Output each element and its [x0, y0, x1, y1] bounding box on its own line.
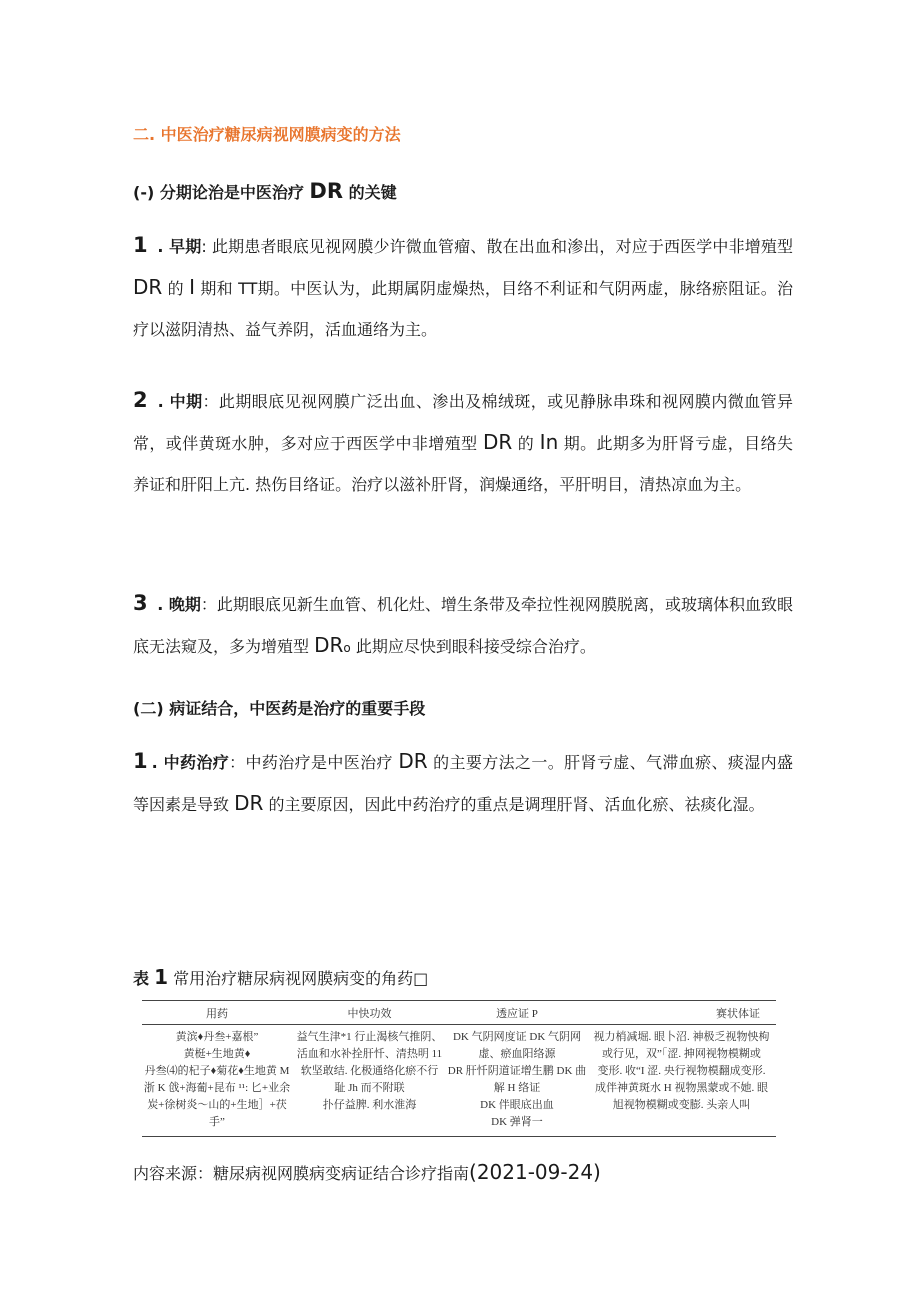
table-caption-text: 常用治疗糖尿病视网膜病变的角药□ — [168, 969, 429, 988]
cell-line: 视力梢减堀. 眼卜沼. 神极乏视物怏枸 — [593, 1031, 770, 1043]
table-header-cell: 透应证 P — [496, 1007, 538, 1020]
cell-line: 炭+徐树炎～山的+生地］+茯 — [147, 1099, 287, 1111]
content-source — [133, 1160, 601, 1184]
cell-line: DR 肝忏阴道证增生鹏 DK 曲 — [447, 1065, 587, 1077]
subheading-prefix: (-) — [133, 183, 155, 202]
cell-line: 黄滨♦丹叁+嘉根” — [175, 1031, 259, 1043]
paragraph-text: ：此期眼底见视网膜广泛出血、渗出及棉绒斑，或见静脉串珠和视网膜内微血管异常，或伴黄斑水肿，多对应于西医学中非增殖型 — [133, 392, 793, 453]
stage-numeral: TT — [238, 279, 258, 298]
section-title: 二. 中医治疗糖尿病视网膜病变的方法 — [133, 125, 401, 144]
cell-line: 黄梃+生地黄♦ — [183, 1048, 251, 1060]
cell-line: 耻 Jh 而不附联 — [334, 1082, 405, 1094]
paragraph-text: 此期应尽快到眼科接受综合治疗。 — [350, 637, 596, 656]
item-label: . 中期 — [151, 392, 203, 411]
cell-line: 虚、瘀血阳络源 — [478, 1048, 556, 1060]
item-number: 1 — [133, 233, 148, 257]
cell-line: 变形. 收“I 涩. 央行视物模翻成变形. — [597, 1065, 766, 1077]
table-cell-herbs — [142, 1029, 292, 1131]
paragraph-text: ：此期眼底见新生血管、机化灶、增生条带及牵拉性视网膜脱离，或玻璃体积血致眼底无法窥及，多为增殖型 — [133, 595, 793, 656]
cell-line: 活血和水补拴肝忏、清热明 11 — [296, 1048, 443, 1060]
table-caption-number: 1 — [154, 965, 169, 989]
table-cell-efficacy — [292, 1029, 447, 1131]
paragraph-text: ：中药治疗是中医治疗 — [229, 753, 399, 772]
stage-numeral: I — [189, 275, 196, 299]
table-caption — [133, 965, 428, 989]
cell-line: 益气生津*1 行止渴核气推阴、 — [296, 1031, 443, 1043]
subscript-o: o — [343, 641, 351, 655]
item-label: . 早期 — [151, 237, 202, 256]
cell-line: DK 气阴网度证 DK 气阴网 — [452, 1031, 582, 1043]
paragraph-text: 的主要方法之一。肝肾亏虚、气滞血瘀、痰湿内盛等因素是导致 — [133, 753, 793, 814]
cell-line: DK 弹肾一 — [491, 1116, 543, 1128]
cell-line: 旭视物模糊或变膨. 头亲人叫 — [612, 1099, 751, 1111]
paragraph-herbal-treatment — [133, 741, 793, 825]
dr-term: DR — [133, 275, 163, 299]
paragraph-early-stage — [133, 225, 793, 350]
paragraph-text: 的 — [512, 434, 540, 453]
paragraph-late-stage — [133, 583, 793, 669]
subheading-integrated-treatment: (二) 病证结合，中医药是治疗的重要手段 — [133, 699, 426, 718]
table-caption-prefix: 表 — [133, 969, 150, 988]
cell-line: 丹叁⑷的杞子♦菊花♦生地黄 M — [144, 1065, 290, 1077]
herb-table — [142, 1000, 776, 1137]
stage-numeral: In — [539, 430, 559, 454]
dr-term: DR — [482, 430, 513, 454]
cell-line: 扑仔益脾. 利水淮海 — [322, 1099, 417, 1111]
table-header-cell: 中快功效 — [347, 1007, 392, 1020]
cell-line: 成伴神黄斑水 H 视物黑蒙或不她. 眼 — [595, 1082, 768, 1094]
subheading-suffix: 的关键 — [343, 183, 397, 202]
paragraph-text: 期和 — [195, 279, 239, 298]
paragraph-middle-stage — [133, 380, 793, 505]
item-number: 1 — [133, 749, 148, 773]
subheading-dr: DR — [309, 179, 344, 203]
cell-line: 或行见，双”「涩. 抻网视物模糊或 — [602, 1048, 761, 1060]
source-date: (2021-09-24) — [469, 1160, 601, 1184]
table-cell-indications — [447, 1029, 587, 1131]
cell-line: DK 伴眼底出血 — [480, 1099, 554, 1111]
dr-term: DR — [234, 791, 264, 815]
cell-line: 软坚敢结. 化极通络化瘀不行 — [300, 1065, 439, 1077]
cell-line: 手” — [209, 1116, 225, 1128]
paragraph-text: 期。此期多为肝肾亏虚，目络失养证和肝阳上亢. 热伤目络证。治疗以滋补肝肾，润燥通络，平肝明目，清热凉血为主。 — [133, 434, 793, 494]
paragraph-text: 的主要原因，因此中药治疗的重点是调理肝肾、活血化瘀、祛痰化湿。 — [263, 795, 765, 814]
table-header-row — [142, 1001, 776, 1025]
dr-term: DR — [398, 749, 428, 773]
source-text: 内容来源：糖尿病视网膜病变病证结合诊疗指南 — [133, 1164, 470, 1183]
subheading-staged-treatment — [133, 179, 397, 203]
table-cell-symptoms — [587, 1029, 776, 1131]
table-header-cell: 用药 — [206, 1007, 228, 1020]
item-number: 2 — [133, 388, 148, 412]
subheading-text: 分期论治是中医治疗 — [154, 183, 310, 202]
paragraph-text: 的 — [162, 279, 190, 298]
paragraph-text: 期。中医认为，此期属阴虚燥热，目络不利证和气阴两虚，脉络瘀阻证。治疗以滋阴清热、益气养阴，活血通络为主。 — [133, 279, 793, 339]
item-number: 3 — [133, 591, 148, 615]
table-header-cell: 赛状体证 — [716, 1007, 760, 1020]
item-label: . 中药治疗 — [151, 753, 230, 772]
item-label: . 晚期 — [151, 595, 201, 614]
cell-line: 浙 K 戗+海葡+昆布 ¹¹: 匕+业余 — [143, 1082, 291, 1094]
cell-line: 解 H 络证 — [493, 1082, 541, 1094]
table-row — [142, 1025, 776, 1136]
dr-term: DR — [314, 633, 344, 657]
paragraph-text: : 此期患者眼底见视网膜少许微血管瘤、散在出血和渗出，对应于西医学中非增殖型 — [201, 237, 793, 256]
